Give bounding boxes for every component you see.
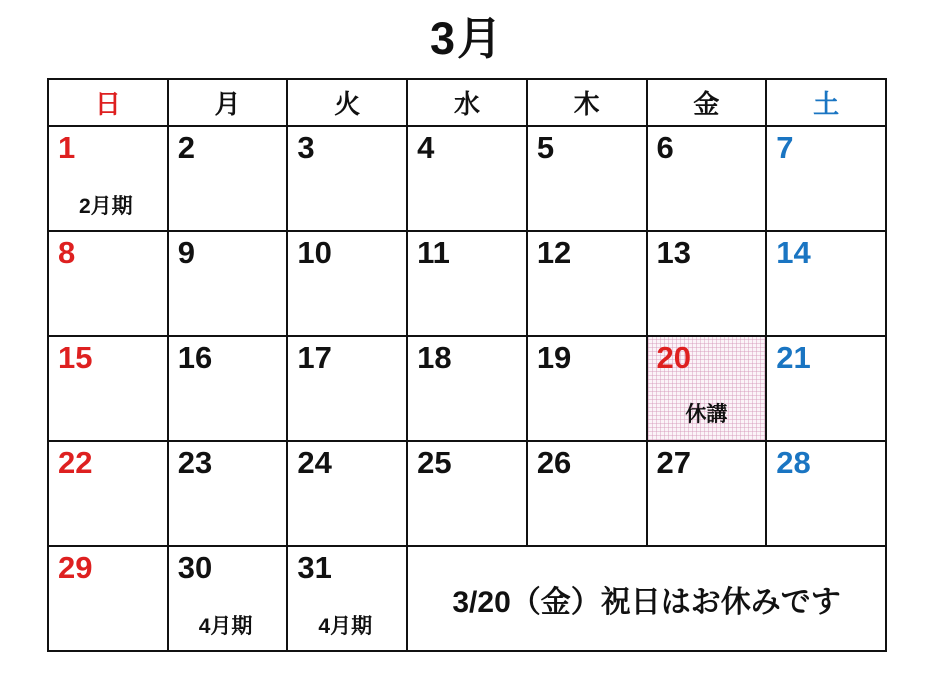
day-cell-24: [287, 441, 407, 546]
day-number-18: 18: [417, 340, 452, 375]
day-cell-20-holiday: [647, 336, 767, 441]
weekday-header-friday: 金: [647, 79, 767, 126]
day-number-4: 4: [417, 130, 435, 165]
day-note-term-feb: 2月期: [79, 195, 133, 218]
day-number-1: 1: [58, 130, 76, 165]
day-cell-17: [287, 336, 407, 441]
day-cell-16: [168, 336, 288, 441]
day-number-24: 24: [297, 445, 332, 480]
day-cell-18: [407, 336, 527, 441]
day-cell-14: [766, 231, 886, 336]
day-cell-3: [287, 126, 407, 231]
day-note-cancelled-class: 休講: [685, 403, 728, 426]
holiday-footer-note: 3/20（金）祝日はお休みです: [407, 546, 886, 651]
day-cell-30: [168, 546, 288, 651]
day-cell-5: [527, 126, 647, 231]
weekday-header-tuesday: 火: [287, 79, 407, 126]
day-number-15: 15: [58, 340, 93, 375]
day-number-17: 17: [297, 340, 332, 375]
day-cell-26: [527, 441, 647, 546]
weekday-header-wednesday: 水: [407, 79, 527, 126]
day-number-23: 23: [177, 445, 213, 480]
day-cell-6: [647, 126, 767, 231]
day-number-3: 3: [297, 130, 315, 165]
weekday-header-saturday: 土: [766, 79, 886, 126]
day-cell-19: [527, 336, 647, 441]
week-row-5: [48, 546, 886, 651]
day-cell-4: [407, 126, 527, 231]
day-number-27: 27: [656, 445, 691, 480]
week-row-1: [48, 126, 886, 231]
day-number-21: 21: [776, 340, 811, 375]
weekday-header-sunday: 日: [48, 79, 168, 126]
day-number-13: 13: [656, 235, 691, 270]
week-row-3: [48, 336, 886, 441]
day-number-19: 19: [536, 340, 572, 375]
day-number-25: 25: [417, 445, 452, 480]
day-number-11: 11: [417, 235, 450, 270]
day-cell-10: [287, 231, 407, 336]
day-cell-7: [766, 126, 886, 231]
day-cell-12: [527, 231, 647, 336]
day-cell-13: [647, 231, 767, 336]
day-number-5: 5: [536, 130, 555, 165]
day-cell-1: [48, 126, 168, 231]
day-number-28: 28: [776, 445, 811, 480]
day-number-26: 26: [536, 445, 572, 480]
day-number-14: 14: [776, 235, 811, 270]
day-number-22: 22: [58, 445, 93, 480]
day-number-16: 16: [177, 340, 213, 375]
calendar-table: [47, 78, 887, 652]
day-cell-29: [48, 546, 168, 651]
day-number-31: 31: [297, 550, 332, 585]
day-number-10: 10: [297, 235, 332, 270]
week-row-2: [48, 231, 886, 336]
day-cell-8: [48, 231, 168, 336]
day-cell-28: [766, 441, 886, 546]
day-note-term-apr-31: 4月期: [318, 615, 373, 638]
day-cell-23: [168, 441, 288, 546]
weekday-header-monday: 月: [168, 79, 288, 126]
day-number-12: 12: [536, 235, 572, 270]
day-cell-2: [168, 126, 288, 231]
day-cell-9: [168, 231, 288, 336]
day-number-6: 6: [656, 130, 674, 165]
day-number-2: 2: [177, 130, 195, 165]
day-number-8: 8: [58, 235, 76, 270]
weekday-header-thursday: 木: [527, 79, 647, 126]
weekday-header-row: [48, 79, 886, 126]
day-cell-21: [766, 336, 886, 441]
day-cell-11: [407, 231, 527, 336]
day-cell-22: [48, 441, 168, 546]
day-number-7: 7: [776, 130, 794, 165]
day-cell-27: [647, 441, 767, 546]
month-title: 3月: [429, 13, 505, 64]
week-row-4: [48, 441, 886, 546]
day-cell-31: [287, 546, 407, 651]
day-cell-25: [407, 441, 527, 546]
day-number-9: 9: [177, 235, 195, 270]
day-number-20: 20: [656, 340, 691, 375]
day-number-30: 30: [177, 550, 213, 585]
day-number-29: 29: [58, 550, 93, 585]
day-cell-15: [48, 336, 168, 441]
day-note-term-apr-30: 4月期: [198, 615, 253, 638]
